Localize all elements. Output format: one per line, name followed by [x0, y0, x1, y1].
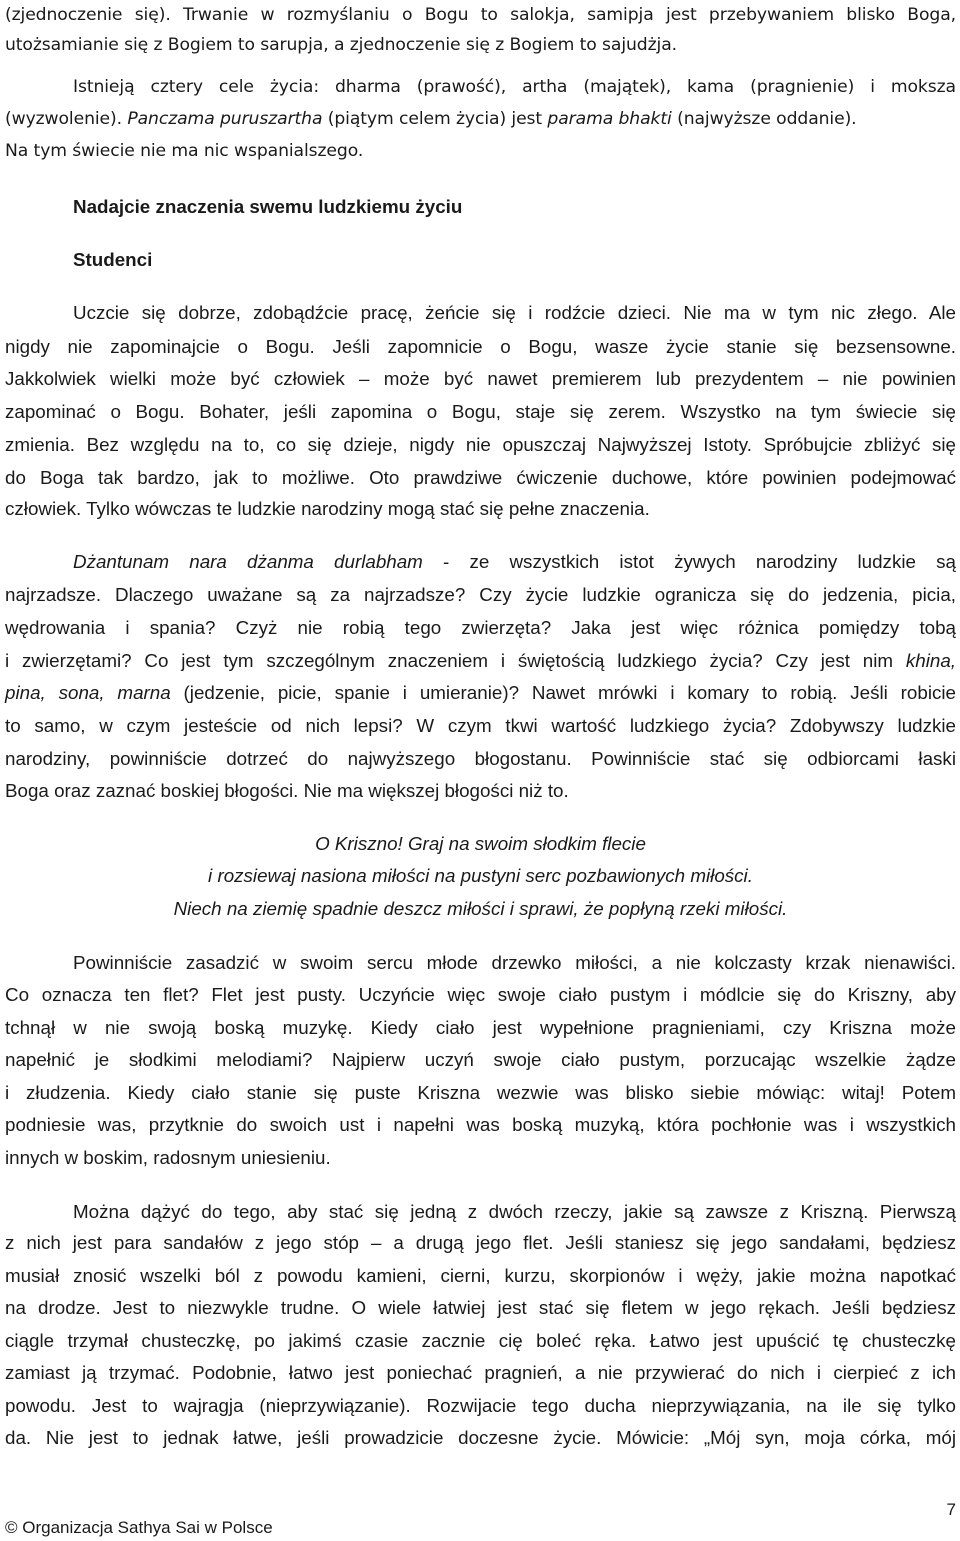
text-line: da. Nie jest to jednak łatwe, jeśli prowadzicie doczesne życie. Mówicie: „Mój syn, moja córka, mój — [5, 1427, 956, 1448]
text-line: powodu. Jest to wajragja (nieprzywiązanie). Rozwijacie tego ducha nieprzywiązania, na ile się tylko — [5, 1395, 956, 1416]
poem-line: Niech na ziemię spadnie deszcz miłości i sprawi, że popłyną rzeki miłości. — [173, 898, 788, 919]
text-line: Boga oraz zaznać boskiej błogości. Nie ma większej błogości niż to. — [5, 780, 569, 801]
poem-line: i rozsiewaj nasiona miłości na pustyni serc pozbawionych miłości. — [208, 865, 753, 886]
text-line: Powinniście zasadzić w swoim sercu młode drzewko miłości, a nie kolczasty krzak nienawiści. — [73, 952, 956, 973]
text-line: człowiek. Tylko wówczas te ludzkie narodziny mogą stać się pełne znaczenia. — [5, 498, 650, 519]
text-line: musiał znosić wszelki ból z powodu kamieni, cierni, kurzu, skorpionów i węży, jakie można napotkać — [5, 1265, 956, 1286]
text-line: utożsamianie się z Bogiem to sarupja, a zjednoczenie się z Bogiem to sajudżja. — [5, 35, 677, 55]
poem-line: O Kriszno! Graj na swoim słodkim flecie — [315, 833, 646, 854]
text-line — [5, 551, 956, 573]
text-line: podniesie was, przytknie do swoich ust i napełni was boską muzyką, która pochłonie was i wszystkich — [5, 1114, 956, 1135]
text-line — [5, 682, 956, 704]
text-line: na drodze. Jest to niezwykle trudne. O wiele łatwiej jest stać się fletem w jego rękach. Jeśli będziesz — [5, 1297, 956, 1318]
italic-term: Dżantunam nara dżanma durlabham — [73, 551, 423, 572]
text-line: Uczcie się dobrze, zdobądźcie pracę, żeńcie się i rodźcie dzieci. Nie ma w tym nic złego. Ale — [73, 302, 956, 323]
text-span: (piątym celem życia) jest — [322, 109, 548, 129]
text-line: Można dążyć do tego, aby stać się jedną z dwóch rzeczy, jakie są zawsze z Kriszną. Pierwszą — [73, 1201, 956, 1222]
text-line: nigdy nie zapominajcie o Bogu. Jeśli zapomnicie o Bogu, wasze życie stanie się bezsensowne. — [5, 336, 956, 357]
text-line: innych w boskim, radosnym uniesieniu. — [5, 1147, 331, 1168]
text-line: zmienia. Bez względu na to, co się dzieje, nigdy nie opuszczaj Najwyższej Istoty. Spróbujcie zbliżyć się — [5, 434, 956, 455]
section-heading: Nadajcie znaczenia swemu ludzkiemu życiu — [73, 196, 463, 217]
text-span: i zwierzętami? Co jest tym szczególnym znaczeniem i świętością ludzkiego życia? Czy jest nim — [5, 650, 906, 671]
text-line: z nich jest para sandałów z jego stóp – a drugą jego flet. Jeśli staniesz się jego sandałami, będziesz — [5, 1232, 956, 1253]
text-span: (najwyższe oddanie). — [671, 109, 857, 129]
text-line: narodziny, powinniście dotrzeć do najwyższego błogostanu. Powinniście stać się odbiorcami łaski — [5, 748, 956, 769]
italic-term: parama bhakti — [547, 109, 672, 129]
footer-organization: © Organizacja Sathya Sai w Polsce — [5, 1518, 273, 1537]
text-line: Na tym świecie nie ma nic wspanialszego. — [5, 141, 364, 161]
italic-term: Panczama puruszartha — [127, 109, 323, 129]
italic-term: khina, — [905, 650, 956, 671]
text-span: (jedzenie, picie, spanie i umieranie)? Nawet mrówki i komary to robią. Jeśli robicie — [170, 682, 957, 703]
section-subheading: Studenci — [73, 249, 153, 270]
page-number: 7 — [946, 1500, 956, 1519]
text-line: zamiast ją trzymać. Podobnie, łatwo jest poniechać pragnień, a nie przywierać do nich i cierpieć z ich — [5, 1362, 956, 1383]
text-line: to samo, w czym jesteście od nich lepsi? W czym tkwi wartość ludzkiego życia? Zdobywszy ludzkie — [5, 715, 956, 736]
text-line: tchnął w nie swoją boską muzykę. Kiedy ciało jest wypełnione pragnieniami, czy Kriszna może — [5, 1017, 956, 1038]
text-line: najrzadsze. Dlaczego uważane są za najrzadsze? Czy życie ludzkie ogranicza się do jedzenia, picia, — [5, 584, 956, 605]
text-line: napełnić je słodkimi melodiami? Najpierw uczyń swoje ciało pustym, porzucając wszelkie żądze — [5, 1049, 956, 1070]
text-line: i złudzenia. Kiedy ciało stanie się puste Kriszna wezwie was blisko siebie mówiąc: witaj! Potem — [5, 1082, 956, 1103]
text-line: Jakkolwiek wielki może być człowiek – może być nawet premierem lub prezydentem – nie powinien — [5, 368, 956, 389]
text-line: ciągle trzymał chusteczkę, po jakimś czasie zacznie cię boleć ręka. Łatwo jest upuścić tę chusteczkę — [5, 1330, 956, 1351]
text-line — [5, 650, 956, 672]
text-line: zapominać o Bogu. Bohater, jeśli zapomina o Bogu, staje się zerem. Wszystko na tym świecie się — [5, 401, 956, 422]
text-line: Co oznacza ten flet? Flet jest pusty. Uczyńcie więc swoje ciało pustym i módlcie się do Kriszny, aby — [5, 984, 956, 1005]
italic-term: pina, sona, marna — [5, 682, 171, 703]
text-span: - ze wszystkich istot żywych narodziny ludzkie są — [422, 551, 956, 572]
text-line: do Boga tak bardzo, jak to możliwe. Oto prawdziwe ćwiczenie duchowe, które powinien podejmować — [5, 467, 956, 488]
text-line: wędrowania i spania? Czyż nie robią tego zwierzęta? Jaka jest więc różnica pomiędzy tobą — [5, 617, 956, 638]
text-line: Istnieją cztery cele życia: dharma (prawość), artha (majątek), kama (pragnienie) i moksza — [73, 77, 956, 97]
text-span: (wyzwolenie). — [5, 109, 128, 129]
text-line — [5, 108, 956, 130]
text-line: (zjednoczenie się). Trwanie w rozmyślaniu o Bogu to salokja, samipja jest przebywaniem blisko Boga, — [5, 5, 956, 25]
